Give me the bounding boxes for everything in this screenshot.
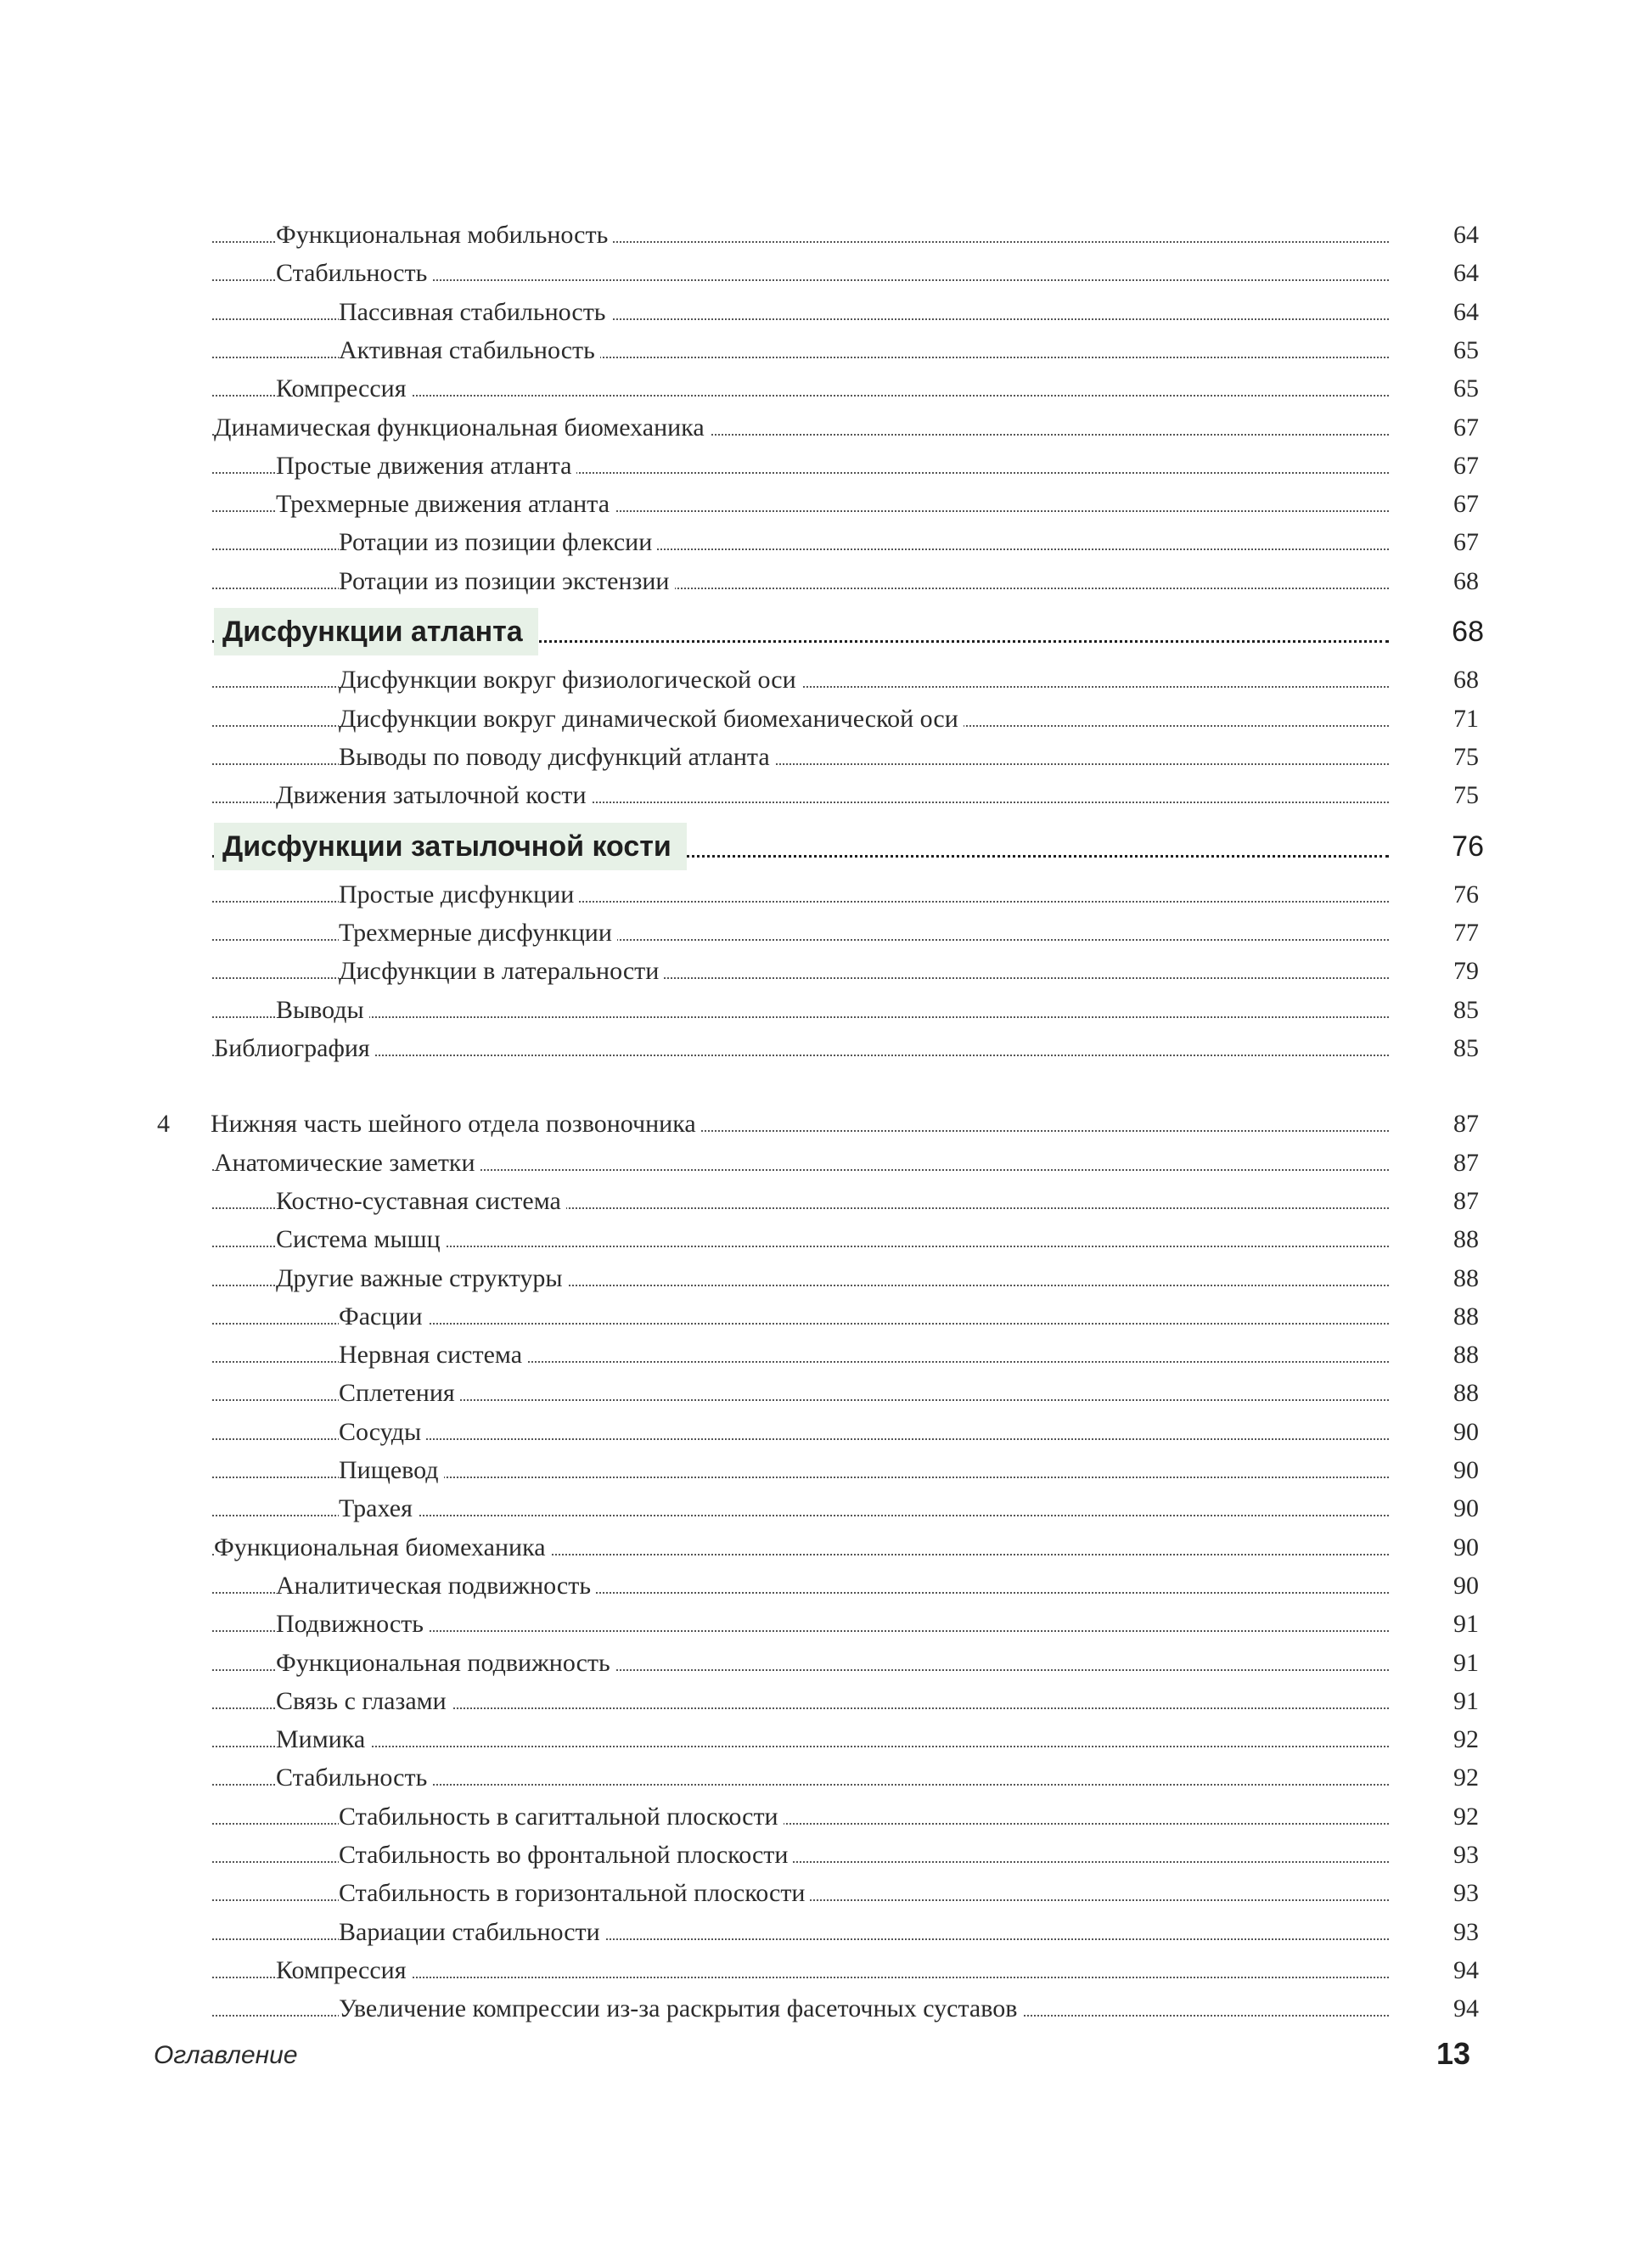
- toc-entry-title: Функциональная мобильность: [276, 217, 613, 254]
- toc-entry-title: Аналитическая подвижность: [276, 1567, 596, 1605]
- toc-page-number: 64: [1453, 259, 1479, 288]
- toc-page-number: 87: [1453, 1186, 1479, 1215]
- toc-entry-title: Простые дисфункции: [339, 876, 579, 914]
- toc-entry[interactable]: [0, 1145, 1652, 1182]
- toc-page-number: 68: [1453, 666, 1479, 695]
- toc-page-number: 92: [1453, 1725, 1479, 1754]
- toc-entry-title: Система мышц: [276, 1221, 446, 1258]
- toc-page-number: 71: [1453, 704, 1479, 733]
- toc-page-number: 93: [1453, 1917, 1479, 1946]
- toc-entry-title: Увеличение компрессии из-за раскрытия фасеточных суставов: [339, 1990, 1022, 2028]
- toc-entry-title: Пассивная стабильность: [339, 294, 611, 331]
- toc-entry[interactable]: [0, 1414, 1652, 1451]
- toc-page-number: 65: [1453, 335, 1479, 364]
- toc-page-number: 87: [1453, 1110, 1479, 1139]
- toc-entry-title: Нижняя часть шейного отдела позвоночника: [211, 1105, 701, 1143]
- toc-entry[interactable]: [0, 1105, 1652, 1143]
- toc-page-number: 94: [1453, 1955, 1479, 1984]
- toc-entry-title: Компрессия: [276, 370, 412, 408]
- toc-page-number: 75: [1453, 742, 1479, 771]
- toc-entry-title: Сплетения: [339, 1375, 460, 1412]
- toc-entry-title: Выводы: [276, 992, 369, 1029]
- toc-entry[interactable]: [0, 1529, 1652, 1567]
- toc-page-number: 67: [1453, 490, 1479, 519]
- toc-entry[interactable]: [0, 661, 1652, 699]
- toc-entry-title: Нервная система: [339, 1336, 527, 1374]
- toc-dot-leader: [212, 1746, 1389, 1747]
- toc-page-number: 76: [1453, 880, 1479, 908]
- toc-page-number: 87: [1453, 1148, 1479, 1177]
- toc-entry-title: Связь с глазами: [276, 1683, 452, 1720]
- toc-entry[interactable]: [0, 563, 1652, 600]
- toc-entry[interactable]: [0, 1375, 1652, 1412]
- toc-entry[interactable]: [0, 1606, 1652, 1643]
- toc-entry[interactable]: [0, 447, 1652, 485]
- toc-entry[interactable]: [0, 1030, 1652, 1067]
- toc-page-number: 91: [1453, 1686, 1479, 1715]
- toc-entry[interactable]: [0, 739, 1652, 776]
- toc-entry[interactable]: [0, 1221, 1652, 1258]
- toc-page-number: 64: [1453, 221, 1479, 249]
- toc-entry[interactable]: [0, 1798, 1652, 1836]
- toc-page-number: 90: [1453, 1571, 1479, 1600]
- toc-page-number: 88: [1453, 1302, 1479, 1330]
- toc-entry-title: Библиография: [214, 1030, 375, 1067]
- toc-entry-title: Дисфункции атланта: [222, 616, 523, 648]
- toc-entry-title: Мимика: [276, 1721, 370, 1758]
- toc-page-number: 85: [1453, 1034, 1479, 1062]
- toc-entry[interactable]: [0, 1952, 1652, 1989]
- toc-entry[interactable]: [0, 1721, 1652, 1758]
- toc-page-number: 67: [1453, 451, 1479, 480]
- toc-entry[interactable]: [0, 1490, 1652, 1527]
- toc-entry-title: Стабильность во фронтальной плоскости: [339, 1837, 793, 1874]
- toc-entry-title: Трехмерные дисфункции: [339, 914, 617, 952]
- toc-page-number: 93: [1453, 1879, 1479, 1908]
- toc-page-number: 93: [1453, 1841, 1479, 1869]
- toc-page-number: 79: [1453, 957, 1479, 986]
- toc-entry[interactable]: [0, 1645, 1652, 1682]
- toc-entry[interactable]: [0, 914, 1652, 952]
- toc-entry-title: Движения затылочной кости: [276, 777, 592, 814]
- toc-entry-title: Стабильность: [276, 255, 432, 292]
- toc-entry-title: Пищевод: [339, 1452, 444, 1489]
- toc-page-number: 90: [1453, 1456, 1479, 1484]
- toc-entry[interactable]: [0, 1260, 1652, 1297]
- toc-entry-title: Анатомические заметки: [214, 1145, 480, 1182]
- toc-entry-title: Активная стабильность: [339, 332, 600, 369]
- toc-entry[interactable]: [0, 1759, 1652, 1797]
- toc-entry[interactable]: [0, 953, 1652, 990]
- toc-page-number: 90: [1453, 1494, 1479, 1523]
- toc-page-number: 67: [1453, 528, 1479, 557]
- toc-page-number: 77: [1453, 919, 1479, 948]
- toc-entry-title: Простые движения атланта: [276, 447, 576, 485]
- toc-page-number: 91: [1453, 1610, 1479, 1639]
- toc-chapter-number: 4: [157, 1110, 170, 1139]
- footer-page-number: 13: [1436, 2036, 1470, 2071]
- toc-page-number: 91: [1453, 1648, 1479, 1677]
- toc-entry[interactable]: [0, 524, 1652, 561]
- toc-entry[interactable]: [0, 777, 1652, 814]
- toc-page-number: 65: [1453, 374, 1479, 403]
- toc-entry-title: Стабильность в сагиттальной плоскости: [339, 1798, 784, 1836]
- toc-entry-title: Динамическая функциональная биомеханика: [214, 409, 710, 447]
- toc-entry[interactable]: [0, 876, 1652, 914]
- toc-entry-title: Выводы по поводу дисфункций атланта: [339, 739, 775, 776]
- toc-entry[interactable]: [0, 370, 1652, 408]
- toc-entry[interactable]: [0, 255, 1652, 292]
- toc-page-number: 68: [1452, 616, 1484, 648]
- toc-entry-title: Ротации из позиции флексии: [339, 524, 657, 561]
- toc-entry-title: Стабильность в горизонтальной плоскости: [339, 1875, 810, 1912]
- toc-page-number: 64: [1453, 297, 1479, 326]
- toc-entry[interactable]: [0, 700, 1652, 738]
- toc-entry[interactable]: [0, 1336, 1652, 1374]
- toc-entry[interactable]: [0, 1452, 1652, 1489]
- toc-entry-title: Стабильность: [276, 1759, 432, 1797]
- toc-entry[interactable]: [0, 1990, 1652, 2028]
- toc-page-number: 76: [1452, 830, 1484, 863]
- toc-dot-leader: [212, 1055, 1389, 1056]
- toc-page-number: 88: [1453, 1263, 1479, 1292]
- toc-entry-title: Ротации из позиции экстензии: [339, 563, 675, 600]
- toc-entry[interactable]: [0, 1298, 1652, 1336]
- toc-entry-title: Дисфункции затылочной кости: [222, 830, 671, 863]
- toc-page-number: 92: [1453, 1802, 1479, 1831]
- toc-entry-title: Дисфункции вокруг динамической биомеханической оси: [339, 700, 964, 738]
- toc-page-number: 75: [1453, 781, 1479, 810]
- toc-entry-title: Вариации стабильности: [339, 1914, 605, 1951]
- toc-page-number: 88: [1453, 1379, 1479, 1408]
- toc-entry-title: Фасции: [339, 1298, 428, 1336]
- toc-entry[interactable]: [0, 486, 1652, 523]
- toc-page-number: 88: [1453, 1225, 1479, 1254]
- toc-entry-title: Компрессия: [276, 1952, 412, 1989]
- footer-section-label: Оглавление: [154, 2041, 298, 2069]
- toc-entry-title: Костно-суставная система: [276, 1183, 566, 1220]
- toc-page-number: 88: [1453, 1341, 1479, 1370]
- toc-page-number: 85: [1453, 995, 1479, 1024]
- toc-entry-title: Подвижность: [276, 1606, 429, 1643]
- toc-entry[interactable]: [0, 1183, 1652, 1220]
- toc-entry[interactable]: [0, 409, 1652, 447]
- toc-entry-title: Трехмерные движения атланта: [276, 486, 615, 523]
- toc-entry-highlighted[interactable]: [0, 608, 1652, 655]
- toc-page-number: 94: [1453, 1994, 1479, 2023]
- toc-entry-title: Другие важные структуры: [276, 1260, 568, 1297]
- toc-page-number: 90: [1453, 1417, 1479, 1446]
- toc-page-number: 68: [1453, 566, 1479, 595]
- toc-page-number: 90: [1453, 1533, 1479, 1561]
- toc-entry-title: Функциональная подвижность: [276, 1645, 615, 1682]
- toc-entry[interactable]: [0, 992, 1652, 1029]
- toc-dot-leader: [212, 1016, 1389, 1018]
- toc-entry[interactable]: [0, 1567, 1652, 1605]
- toc-entry-title: Дисфункции в латеральности: [339, 953, 664, 990]
- toc-entry-title: Функциональная биомеханика: [214, 1529, 551, 1567]
- toc-entry[interactable]: [0, 1837, 1652, 1874]
- toc-entry-title: Дисфункции вокруг физиологической оси: [339, 661, 801, 699]
- toc-entry[interactable]: [0, 217, 1652, 254]
- toc-entry-title: Сосуды: [339, 1414, 426, 1451]
- toc-page-number: 92: [1453, 1764, 1479, 1792]
- toc-entry[interactable]: [0, 1875, 1652, 1912]
- toc-entry[interactable]: [0, 1683, 1652, 1720]
- toc-entry-title: Трахея: [339, 1490, 418, 1527]
- toc-entry-highlighted[interactable]: [0, 823, 1652, 870]
- toc-page-number: 67: [1453, 413, 1479, 442]
- toc-entry[interactable]: [0, 332, 1652, 369]
- toc-entry[interactable]: [0, 1914, 1652, 1951]
- toc-entry[interactable]: [0, 294, 1652, 331]
